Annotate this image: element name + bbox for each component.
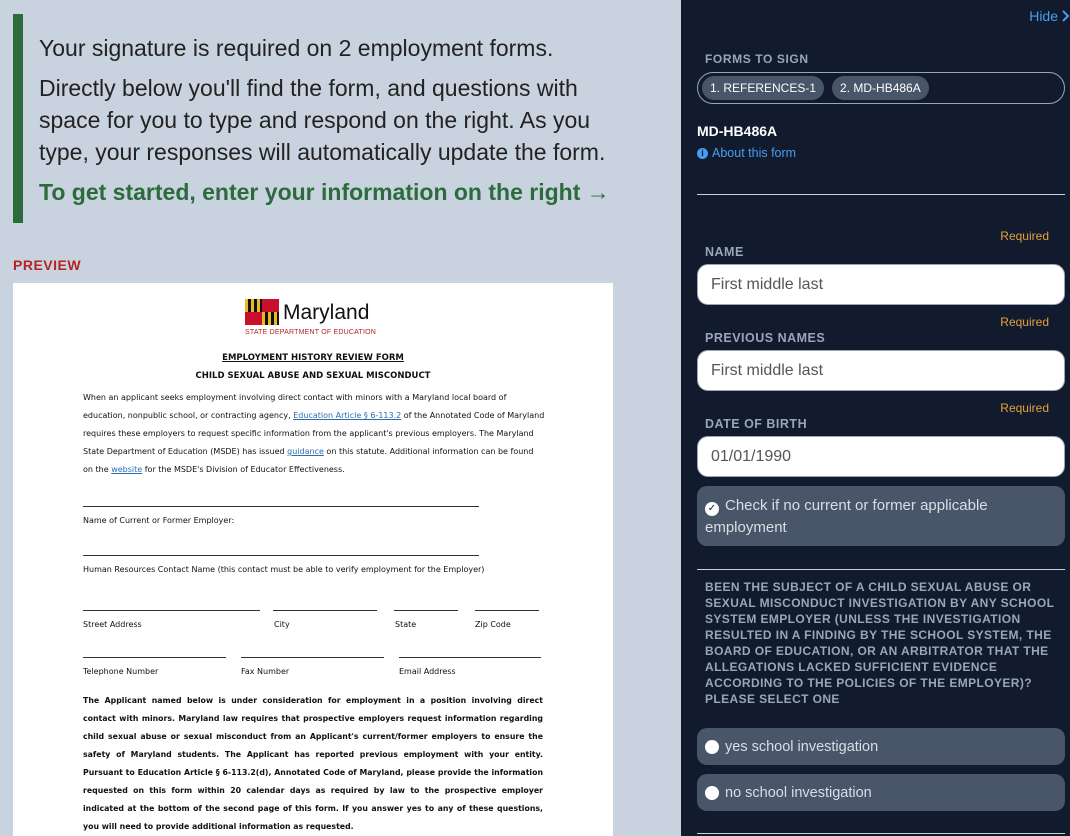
- tab-md-hb486a[interactable]: 2. MD-HB486A: [832, 76, 929, 100]
- form-preview-document: [13, 283, 613, 836]
- zip-line: [475, 610, 539, 611]
- brand-name: Maryland: [283, 301, 370, 324]
- divider: [697, 194, 1065, 195]
- fax-line: [241, 657, 384, 658]
- state-label: State: [395, 620, 417, 629]
- no-employment-label: Check if no current or former applicable employment: [705, 497, 988, 536]
- brand-subtitle: STATE DEPARTMENT OF EDUCATION: [245, 329, 377, 336]
- divider: [697, 569, 1065, 570]
- employer-label: Name of Current or Former Employer:: [83, 516, 235, 525]
- city-line: [273, 610, 377, 611]
- forms-tab-bar: [697, 72, 1065, 104]
- dob-input[interactable]: [697, 436, 1065, 477]
- zip-label: Zip Code: [475, 620, 511, 629]
- radio-circle-icon: [705, 786, 719, 800]
- hr-label: Human Resources Contact Name (this contact must be able to verify employment for the Employer): [83, 565, 485, 574]
- website-link[interactable]: website: [111, 465, 143, 474]
- about-form-label: About this form: [712, 146, 797, 160]
- state-line: [394, 610, 458, 611]
- employer-line: [83, 506, 479, 507]
- intro-callout: [13, 14, 623, 223]
- dob-label: DATE OF BIRTH: [705, 417, 808, 431]
- previous-names-input[interactable]: [697, 350, 1065, 391]
- preview-label: PREVIEW: [13, 257, 82, 273]
- chevron-right-icon: [1062, 10, 1070, 22]
- info-icon: i: [697, 148, 708, 159]
- city-label: City: [274, 620, 290, 629]
- guidance-link[interactable]: guidance: [287, 447, 324, 456]
- radio-yes-school-investigation[interactable]: [697, 728, 1065, 765]
- divider: [697, 833, 1065, 834]
- radio-yes-label: yes school investigation: [725, 738, 879, 755]
- phone-line: [83, 657, 226, 658]
- radio-circle-icon: [705, 740, 719, 754]
- hr-line: [83, 555, 479, 556]
- intro-instructions: Directly below you'll find the form, and questions with space for you to type and respond on the right. As you type, your responses will automatically update the form.: [39, 75, 606, 165]
- document-intro-paragraph: When an applicant seeks employment involving direct contact with minors with a Maryland local board of education, nonpublic school, or contracting agency, Education Article § 6-113.2 of the Annotated Code of Maryland requires these employers to request specific information from the applicant's previous employers. The Maryland State Department of Education (MSDE) has issued guidance on this statute. Additional information can be found on the website for the MSDE's Division of Educator Effectiveness.: [83, 393, 545, 474]
- checkmark-icon: ✓: [705, 502, 719, 516]
- document-title: EMPLOYMENT HISTORY REVIEW FORM: [222, 353, 404, 363]
- hide-label: Hide: [1029, 8, 1058, 24]
- name-input[interactable]: [697, 264, 1065, 305]
- investigation-question: BEEN THE SUBJECT OF A CHILD SEXUAL ABUSE OR SEXUAL MISCONDUCT INVESTIGATION BY ANY SCHOOL SYSTEM EMPLOYER (UNLESS THE INVESTIGATION RESULTED IN A FINDING BY THE SCHOOL SYSTEM, THE BOARD OF EDUCATION, OR AN ARBITRATOR THAT THE ALLEGATIONS LACKED SUFFICIENT EVIDENCE ACCORDING TO THE POLICIES OF THE EMPLOYER)? PLEASE SELECT ONE: [705, 580, 1055, 706]
- form-id-title: MD-HB486A: [697, 123, 778, 139]
- email-line: [399, 657, 541, 658]
- intro-signature-count: Your signature is required on 2 employment forms.: [39, 35, 554, 61]
- previous-names-required-badge: Required: [1000, 315, 1049, 329]
- maryland-flag-icon: [245, 299, 279, 325]
- signing-panel: [681, 0, 1070, 836]
- dob-required-badge: Required: [1000, 401, 1049, 415]
- radio-no-school-investigation[interactable]: [697, 774, 1065, 811]
- name-required-badge: Required: [1000, 229, 1049, 243]
- no-employment-checkbox[interactable]: [697, 486, 1065, 546]
- forms-to-sign-label: FORMS TO SIGN: [705, 52, 809, 66]
- document-bold-paragraph: The Applicant named below is under consideration for employment in a position involving direct contact with minors. Maryland law requires that prospective employers request information regarding child sexual abuse or sexual misconduct from an Applicant's current/former employers to ensure the safety of Maryland students. The Applicant has reported previous employment with your entity. Pursuant to Education Article § 6-113.2(d), Annotated Code of Maryland, please provide the information requested on this form within 20 calendar days as required by law to the prospective employer indicated at the bottom of the second page of this form. If you answer yes to any of these questions, you will need to provide additional information as requested.: [83, 696, 543, 831]
- radio-no-label: no school investigation: [725, 784, 872, 801]
- msde-logo: [245, 299, 385, 339]
- street-line: [83, 610, 260, 611]
- education-article-link[interactable]: Education Article § 6-113.2: [293, 411, 402, 420]
- hide-panel-button[interactable]: [1029, 8, 1070, 24]
- previous-names-label: PREVIOUS NAMES: [705, 331, 826, 345]
- document-subtitle: CHILD SEXUAL ABUSE AND SEXUAL MISCONDUCT: [195, 371, 431, 381]
- about-form-link[interactable]: [697, 146, 796, 160]
- name-label: NAME: [705, 245, 744, 259]
- street-label: Street Address: [83, 620, 142, 629]
- tab-references-1[interactable]: 1. REFERENCES-1: [702, 76, 824, 100]
- intro-cta: To get started, enter your information on the right →: [39, 179, 610, 205]
- phone-label: Telephone Number: [83, 667, 159, 676]
- email-label: Email Address: [399, 667, 456, 676]
- fax-label: Fax Number: [241, 667, 290, 676]
